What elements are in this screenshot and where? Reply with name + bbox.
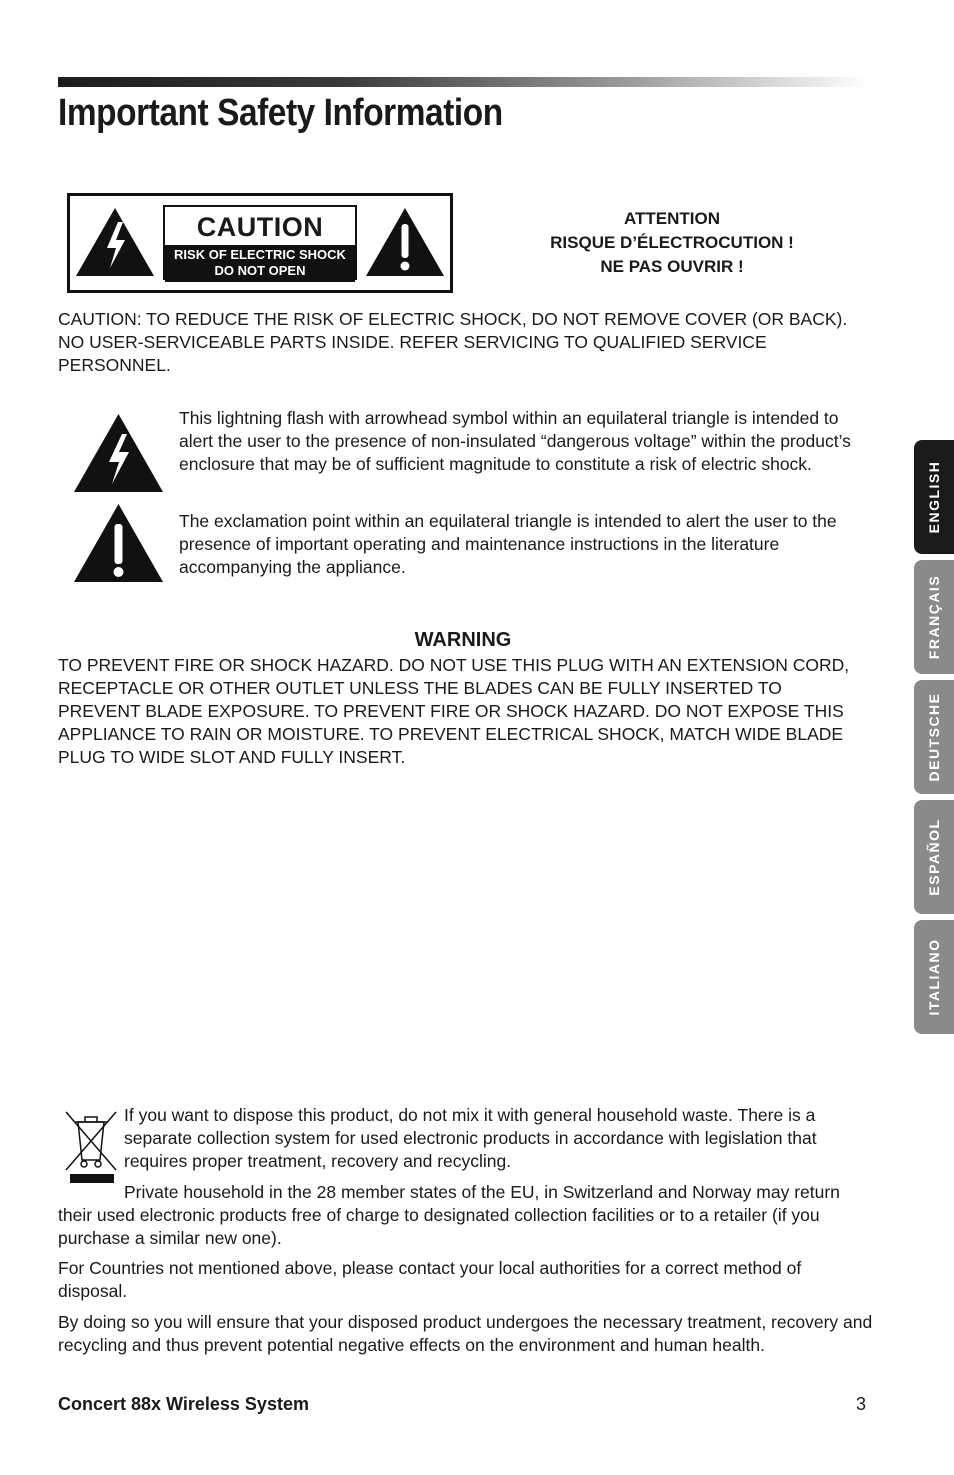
warning-text: TO PREVENT FIRE OR SHOCK HAZARD. DO NOT USE THIS PLUG WITH AN EXTENSION CORD, RECEPTACLE OR OTHER OUTLET UNLESS THE BLADES CAN BE FULLY INSERTED TO PREVENT BLADE EXPOSURE. TO PREVENT FIRE OR SHOCK HAZARD. DO NOT EXPOSE THIS APPLIANCE TO RAIN OR MOISTURE. TO PREVENT ELECTRICAL SHOCK, MATCH WIDE BLADE PLUG TO WIDE SLOT AND FULLY INSERT. (58, 655, 850, 767)
attention-line2: RISQUE D’ÉLECTROCUTION ! (550, 233, 794, 252)
tab-label: ITALIANO (926, 938, 942, 1016)
caution-word: CAUTION (196, 212, 324, 242)
disposal-paragraph-2: Private household in the 28 member states of the EU, in Switzerland and Norway may return their used electronic products free of charge to designated collection facilities or to a retailer (if you purchase a similar new one). (58, 1182, 840, 1248)
footer-product-name: Concert 88x Wireless System (58, 1394, 309, 1414)
attention-french (512, 207, 832, 279)
tab-italiano[interactable] (914, 920, 954, 1034)
attention-line3: NE PAS OUVRIR ! (600, 257, 744, 276)
tab-deutsche[interactable] (914, 680, 954, 794)
caution-label (163, 205, 357, 280)
tab-label: ESPAÑOL (926, 818, 942, 896)
footer-page-number: 3 (855, 1394, 866, 1414)
caution-sub-line1: RISK OF ELECTRIC SHOCK (174, 247, 346, 262)
crossed-bin-icon (64, 1108, 118, 1186)
exclamation-triangle-icon (72, 502, 165, 584)
tab-espanol[interactable] (914, 800, 954, 914)
caution-text: CAUTION: TO REDUCE THE RISK OF ELECTRIC SHOCK, DO NOT REMOVE COVER (OR BACK). NO USER-SERVICEABLE PARTS INSIDE. REFER SERVICING TO QUALIFIED SERVICE PERSONNEL. (58, 309, 848, 375)
disposal-paragraph-1: If you want to dispose this product, do not mix it with general household waste. There is a separate collection system for used electronic products in accordance with legislation that requires proper treatment, recovery and recycling. (124, 1105, 817, 1171)
caution-sub-line2: DO NOT OPEN (214, 263, 306, 278)
tab-francais[interactable] (914, 560, 954, 674)
tab-english[interactable] (914, 440, 954, 554)
disposal-paragraph-4: By doing so you will ensure that your disposed product undergoes the necessary treatment, recovery and recycling and thus prevent potential negative effects on the environment and human health. (58, 1312, 873, 1355)
caution-label-graphic (67, 193, 453, 293)
tab-label: FRANÇAIS (926, 574, 942, 660)
exclamation-symbol-text: The exclamation point within an equilateral triangle is intended to alert the user to the presence of important operating and maintenance instructions in the literature accompanying the appliance. (179, 511, 837, 577)
header-gradient-bar (58, 77, 868, 87)
disposal-paragraph-3: For Countries not mentioned above, please contact your local authorities for a correct method of disposal. (58, 1258, 802, 1301)
tab-label: ENGLISH (926, 460, 942, 534)
lightning-symbol-text: This lightning flash with arrowhead symbol within an equilateral triangle is intended to alert the user to the presence of non-insulated “dangerous voltage” within the product’s enclosure that may be of sufficient magnitude to constitute a risk of electric shock. (179, 408, 851, 474)
page-title: Important Safety Information (58, 92, 503, 134)
tab-label: DEUTSCHE (926, 692, 942, 782)
lightning-triangle-icon (72, 412, 165, 494)
warning-heading: WARNING (414, 629, 512, 651)
exclamation-triangle-icon (364, 206, 446, 278)
lightning-triangle-icon (74, 206, 156, 278)
caution-sub (165, 245, 355, 282)
attention-line1: ATTENTION (623, 209, 720, 228)
